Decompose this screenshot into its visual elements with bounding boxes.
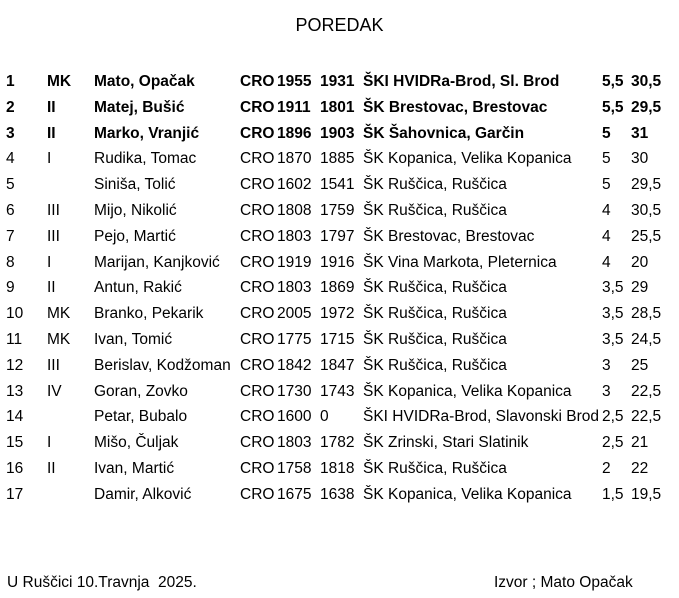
points-cell: 5,5: [602, 98, 624, 116]
player-name-cell: Matej, Bušić: [94, 98, 185, 116]
footer-place-date: U Ruščici 10.Travnja 2025.: [7, 574, 197, 591]
player-title-cell: II: [47, 124, 56, 142]
points-cell: 1,5: [602, 485, 624, 503]
points-cell: 5: [602, 150, 611, 168]
standings-table: [0, 70, 679, 510]
table-row: [0, 483, 679, 507]
federation-cell: CRO: [240, 253, 275, 271]
table-row: [0, 225, 679, 249]
rank-cell: 14: [6, 408, 24, 426]
rank-cell: 9: [6, 279, 15, 297]
rank-cell: 5: [6, 176, 15, 194]
player-name-cell: Mato, Opačak: [94, 73, 195, 90]
player-title-cell: III: [47, 356, 60, 374]
elo-cell: 1911: [277, 98, 311, 116]
points-cell: 3,5: [602, 279, 624, 297]
club-cell: ŠK Vina Markota, Pleternica: [363, 253, 557, 271]
elo-cell: 1870: [277, 150, 312, 168]
elo-cell: 1803: [277, 279, 312, 297]
elo-cell: 1842: [277, 356, 312, 374]
tiebreak-cell: 20: [631, 253, 649, 271]
points-cell: 4: [602, 253, 611, 271]
footer-source: Izvor ; Mato Opačak: [494, 574, 633, 591]
rating-cell: 1885: [320, 150, 355, 168]
tiebreak-cell: 29,5: [631, 98, 662, 116]
club-cell: ŠKI HVIDRa-Brod, Sl. Brod: [363, 73, 560, 90]
club-cell: ŠK Zrinski, Stari Slatinik: [363, 434, 529, 452]
table-row: [0, 173, 679, 197]
points-cell: 3,5: [602, 331, 624, 348]
points-cell: 3: [602, 356, 611, 374]
rank-cell: 12: [6, 356, 24, 374]
tiebreak-cell: 28,5: [631, 305, 662, 323]
federation-cell: CRO: [240, 279, 275, 297]
player-title-cell: III: [47, 227, 60, 245]
table-row: [0, 147, 679, 171]
club-cell: ŠK Ruščica, Ruščica: [363, 305, 507, 323]
club-cell: ŠK Ruščica, Ruščica: [363, 356, 507, 374]
player-name-cell: Marijan, Kanjković: [94, 253, 220, 271]
rating-cell: 1541: [320, 176, 355, 194]
table-row: [0, 70, 679, 94]
federation-cell: CRO: [240, 485, 275, 503]
rating-cell: 1818: [320, 460, 355, 477]
table-row: [0, 251, 679, 275]
tiebreak-cell: 22,5: [631, 382, 662, 400]
player-name-cell: Rudika, Tomac: [94, 150, 197, 168]
elo-cell: 1803: [277, 227, 312, 245]
rating-cell: 1903: [320, 124, 355, 142]
table-row: [0, 96, 679, 120]
federation-cell: CRO: [240, 382, 275, 400]
elo-cell: 2005: [277, 305, 312, 323]
tiebreak-cell: 29,5: [631, 176, 662, 194]
tiebreak-cell: 29: [631, 279, 649, 297]
rank-cell: 2: [6, 98, 15, 116]
table-row: [0, 457, 679, 481]
rank-cell: 16: [6, 460, 24, 477]
federation-cell: CRO: [240, 227, 275, 245]
rating-cell: 0: [320, 408, 329, 426]
player-name-cell: Damir, Alković: [94, 485, 192, 503]
club-cell: ŠK Kopanica, Velika Kopanica: [363, 382, 572, 400]
federation-cell: CRO: [240, 124, 275, 142]
club-cell: ŠK Ruščica, Ruščica: [363, 202, 507, 219]
table-row: [0, 431, 679, 455]
player-title-cell: MK: [47, 305, 71, 323]
table-row: [0, 328, 679, 352]
player-title-cell: I: [47, 434, 52, 452]
tiebreak-cell: 25,5: [631, 227, 662, 245]
player-title-cell: I: [47, 253, 52, 271]
federation-cell: CRO: [240, 305, 275, 323]
table-row: [0, 302, 679, 326]
page-title: POREDAK: [295, 15, 384, 35]
table-row: [0, 122, 679, 146]
rating-cell: 1869: [320, 279, 355, 297]
player-title-cell: II: [47, 460, 56, 477]
player-title-cell: IV: [47, 382, 62, 400]
player-name-cell: Antun, Rakić: [94, 279, 182, 297]
elo-cell: 1675: [277, 485, 312, 503]
federation-cell: CRO: [240, 150, 275, 168]
club-cell: ŠK Šahovnica, Garčin: [363, 124, 525, 142]
tiebreak-cell: 30,5: [631, 73, 662, 90]
rating-cell: 1801: [320, 98, 355, 116]
tiebreak-cell: 21: [631, 434, 649, 452]
tiebreak-cell: 25: [631, 356, 649, 374]
player-title-cell: III: [47, 202, 60, 219]
player-name-cell: Mišo, Čuljak: [94, 434, 179, 452]
federation-cell: CRO: [240, 460, 275, 477]
table-row: [0, 199, 679, 223]
rank-cell: 10: [6, 305, 24, 323]
rank-cell: 13: [6, 382, 24, 400]
player-name-cell: Goran, Zovko: [94, 382, 188, 400]
rating-cell: 1782: [320, 434, 355, 452]
rank-cell: 3: [6, 124, 15, 142]
points-cell: 5,5: [602, 73, 624, 90]
player-name-cell: Branko, Pekarik: [94, 305, 204, 323]
elo-cell: 1602: [277, 176, 312, 194]
rating-cell: 1797: [320, 227, 355, 245]
club-cell: ŠK Ruščica, Ruščica: [363, 460, 507, 477]
points-cell: 5: [602, 176, 611, 194]
table-row: [0, 405, 679, 429]
tiebreak-cell: 22: [631, 460, 649, 477]
points-cell: 2,5: [602, 434, 624, 452]
player-name-cell: Marko, Vranjić: [94, 124, 200, 142]
elo-cell: 1775: [277, 331, 312, 348]
points-cell: 3: [602, 382, 611, 400]
club-cell: ŠK Brestovac, Brestovac: [363, 227, 535, 245]
rank-cell: 4: [6, 150, 15, 168]
player-title-cell: II: [47, 98, 56, 116]
player-name-cell: Petar, Bubalo: [94, 408, 188, 426]
rank-cell: 11: [6, 331, 23, 348]
federation-cell: CRO: [240, 356, 275, 374]
elo-cell: 1600: [277, 408, 312, 426]
club-cell: ŠK Brestovac, Brestovac: [363, 98, 548, 116]
tiebreak-cell: 19,5: [631, 485, 662, 503]
club-cell: ŠKI HVIDRa-Brod, Slavonski Brod: [363, 408, 600, 426]
tiebreak-cell: 24,5: [631, 331, 662, 348]
rating-cell: 1916: [320, 253, 355, 271]
player-title-cell: MK: [47, 331, 71, 348]
table-row: [0, 276, 679, 300]
player-name-cell: Siniša, Tolić: [94, 176, 176, 194]
club-cell: ŠK Kopanica, Velika Kopanica: [363, 150, 572, 168]
club-cell: ŠK Ruščica, Ruščica: [363, 331, 507, 348]
club-cell: ŠK Ruščica, Ruščica: [363, 176, 507, 194]
tiebreak-cell: 30,5: [631, 202, 662, 219]
rating-cell: 1759: [320, 202, 355, 219]
points-cell: 4: [602, 202, 611, 219]
rank-cell: 6: [6, 202, 15, 219]
club-cell: ŠK Kopanica, Velika Kopanica: [363, 485, 572, 503]
rank-cell: 8: [6, 253, 15, 271]
elo-cell: 1803: [277, 434, 312, 452]
rank-cell: 15: [6, 434, 24, 452]
rank-cell: 17: [6, 485, 24, 503]
points-cell: 3,5: [602, 305, 624, 323]
points-cell: 2: [602, 460, 611, 477]
federation-cell: CRO: [240, 331, 275, 348]
rating-cell: 1931: [320, 73, 355, 90]
rating-cell: 1847: [320, 356, 355, 374]
federation-cell: CRO: [240, 434, 275, 452]
elo-cell: 1758: [277, 460, 312, 477]
elo-cell: 1808: [277, 202, 312, 219]
federation-cell: CRO: [240, 73, 275, 90]
rating-cell: 1715: [320, 331, 355, 348]
points-cell: 2,5: [602, 408, 624, 426]
elo-cell: 1955: [277, 73, 312, 90]
points-cell: 4: [602, 227, 611, 245]
federation-cell: CRO: [240, 176, 275, 194]
rating-cell: 1638: [320, 485, 355, 503]
tiebreak-cell: 30: [631, 150, 649, 168]
elo-cell: 1919: [277, 253, 312, 271]
rating-cell: 1972: [320, 305, 355, 323]
player-title-cell: MK: [47, 73, 72, 90]
tiebreak-cell: 31: [631, 124, 649, 142]
points-cell: 5: [602, 124, 611, 142]
rank-cell: 1: [6, 73, 15, 90]
table-row: [0, 354, 679, 378]
tiebreak-cell: 22,5: [631, 408, 662, 426]
player-name-cell: Mijo, Nikolić: [94, 202, 177, 219]
club-cell: ŠK Ruščica, Ruščica: [363, 279, 507, 297]
elo-cell: 1896: [277, 124, 312, 142]
federation-cell: CRO: [240, 202, 275, 219]
table-row: [0, 380, 679, 404]
player-name-cell: Pejo, Martić: [94, 227, 176, 245]
rank-cell: 7: [6, 227, 15, 245]
rating-cell: 1743: [320, 382, 355, 400]
player-name-cell: Ivan, Martić: [94, 460, 175, 477]
elo-cell: 1730: [277, 382, 312, 400]
player-title-cell: II: [47, 279, 56, 297]
player-name-cell: Ivan, Tomić: [94, 331, 173, 348]
player-title-cell: I: [47, 150, 52, 168]
federation-cell: CRO: [240, 408, 275, 426]
player-name-cell: Berislav, Kodžoman: [94, 356, 231, 374]
federation-cell: CRO: [240, 98, 275, 116]
